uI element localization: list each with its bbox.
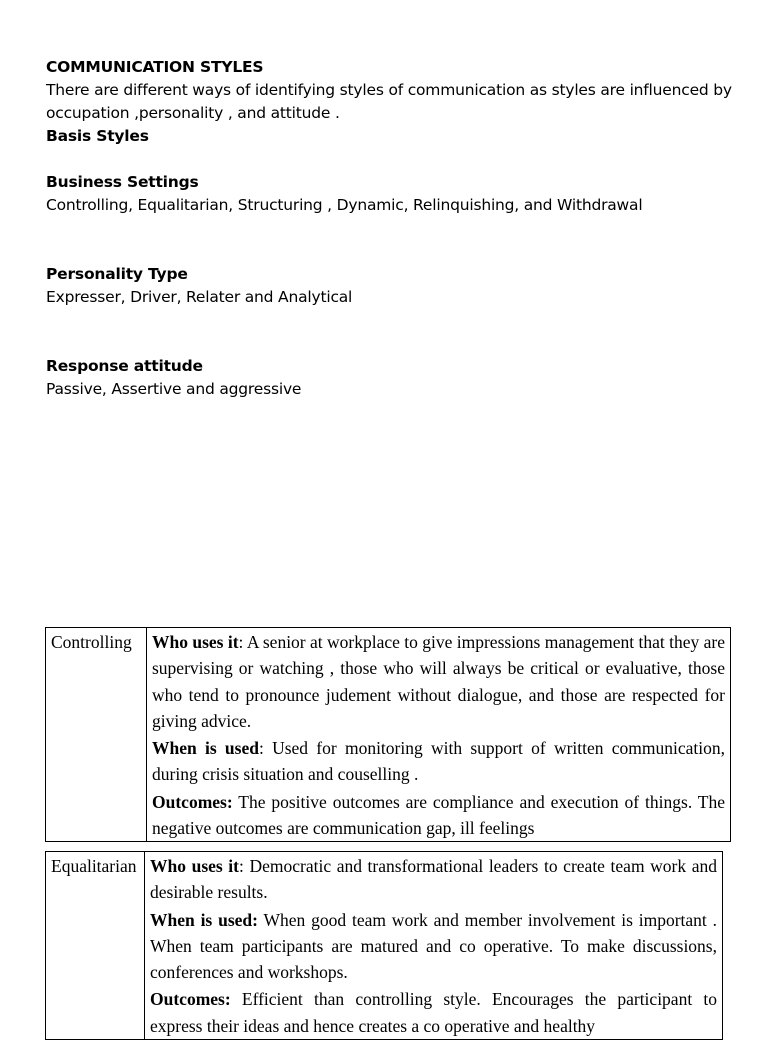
personality-type-heading: Personality Type	[46, 265, 188, 283]
outcomes-label: Outcomes:	[150, 989, 231, 1010]
style-description-cell	[147, 628, 731, 842]
outcomes-paragraph	[152, 789, 725, 842]
intro-paragraph: There are different ways of identifying styles of communication as styles are influenced by occupation ,personality , and attitude .	[46, 81, 732, 122]
who-uses-it-text: : A senior at workplace to give impressions management that they are supervising or watching , those who will always be critical or evaluative, those who tend to pronounce judement without dialogue, and those are respected for giving advice.	[152, 632, 726, 731]
business-settings-heading: Business Settings	[46, 173, 199, 191]
response-attitude-heading: Response attitude	[46, 357, 203, 375]
when-is-used-text: When good team work and member involvement is important . When team participants are matured and co operative. To make discussions, conferences and workshops.	[150, 909, 718, 983]
outcomes-text: The positive outcomes are compliance and execution of things. The negative outcomes are communication gap, ill feelings	[152, 791, 725, 839]
controlling-style-table	[45, 627, 731, 842]
style-name-cell: Equalitarian	[46, 852, 145, 1040]
when-is-used-label: When is used	[152, 738, 259, 759]
outcomes-paragraph	[150, 986, 717, 1039]
basis-styles-heading: Basis Styles	[46, 127, 149, 145]
business-settings-items: Controlling, Equalitarian, Structuring , Dynamic, Relinquishing, and Withdrawal	[46, 196, 643, 214]
personality-type-items: Expresser, Driver, Relater and Analytical	[46, 288, 353, 306]
table-row	[46, 628, 731, 842]
who-uses-it-paragraph	[150, 853, 717, 906]
when-is-used-label: When is used:	[150, 909, 258, 930]
outcomes-label: Outcomes:	[152, 791, 233, 812]
response-attitude-items: Passive, Assertive and aggressive	[46, 380, 302, 398]
equalitarian-style-table	[45, 851, 723, 1040]
who-uses-it-label: Who uses it	[150, 856, 239, 876]
document-intro	[46, 56, 736, 401]
table-row	[46, 852, 723, 1040]
outcomes-text: Efficient than controlling style. Encourages the participant to express their ideas and hence creates a co operative and healthy	[150, 989, 717, 1036]
document-title: COMMUNICATION STYLES	[46, 58, 264, 76]
who-uses-it-paragraph	[152, 629, 725, 734]
who-uses-it-text: : Democratic and transformational leaders to create team work and desirable results.	[150, 856, 717, 903]
when-is-used-text: : Used for monitoring with support of written communication, during crisis situation and couselling .	[152, 738, 725, 785]
who-uses-it-label: Who uses it	[152, 632, 239, 652]
style-description-cell	[145, 852, 723, 1040]
when-is-used-paragraph	[152, 735, 725, 788]
style-name-cell: Controlling	[46, 628, 147, 842]
when-is-used-paragraph	[150, 907, 717, 986]
